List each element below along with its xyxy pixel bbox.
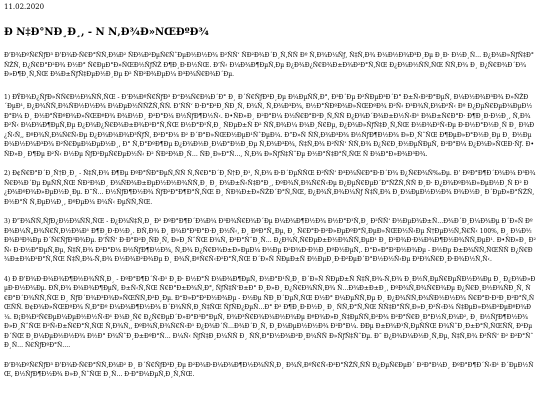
paragraph-2: 2) Ð¢Ñ€Ð°Ð´Ð¸Ñ†Ð¸Ð¸ - Ñ‡Ñ‚Ð¾ Ð¶Ðµ ÐºÐ°ÑÐ°ÐµÑ‚ÑÑ Ñ‚Ñ€Ð°Ð´Ð¸Ñ†Ð¸Ð¹, Ñ‚Ð¾ Ð·Ð´ÐµÑÑŒ Ð²ÑÑ‘ Ð³Ð¾Ñ€Ð°Ð·Ð´Ð¾ Ð¿Ñ€Ð¾Ñ‰Ðµ. Ð’ ÐºÐ°Ð¶Ð´Ð¾Ð¼ Ð³Ð¾Ñ€Ð¾Ð´Ðµ ÐµÑÑ‚ÑŒ ÑÐ²Ð¾Ð¸ Ð¾ÑÐ¾Ð±ÐµÐ½Ð½Ð¾ÑÑ‚Ð¸ Ð¸ Ð¾Ð±Ñ‹Ñ‡Ð°Ð¸, ÐºÐ¾Ñ‚Ð¾Ñ€Ñ‹Ðµ Ð¿ÐµÑ€ÐµÐ´Ð°ÑŽÑ‚ÑÑ Ð¸Ð· Ð¿Ð¾ÐºÐ¾Ð»ÐµÐ½Ð¸Ñ Ð² Ð¿Ð¾ÐºÐ¾Ð»ÐµÐ½Ð¸Ðµ. Ð˜Ñ… Ð½ÑƒÐ¶Ð½Ð¾ ÑƒÐ²Ð°Ð¶Ð°Ñ‚ÑŒ Ð¸ ÑÐ¾Ð±Ð»ÑŽÐ´Ð°Ñ‚ÑŒ, Ð¿Ð¾Ñ‚Ð¾Ð¼Ñƒ Ñ‡Ñ‚Ð¾ Ð¸Ð¼ÐµÐ½Ð½Ð¾ Ð¾Ð½Ð¸ Ð´ÐµÐ»Ð°ÑŽÑ‚ Ð½Ð°Ñ Ñ‚ÐµÐ¼Ð¸, ÐºÐµÐ¼ Ð¼Ñ‹ ÐµÑÑ‚ÑŒ. (4, 170, 536, 206)
document-page (4, 3, 536, 390)
paragraph-3: 3) Ð”Ð¾ÑÑ‚ÑƒÐ¿Ð½Ð¾ÑÑ‚ÑŒ - Ð¿Ð¾Ñ‡Ñ‚Ð¸ Ð² ÐºÐ°Ð¶Ð´Ð¾Ð¼ Ð³Ð¾Ñ€Ð¾Ð´Ðµ Ð¼Ð¾Ð¶Ð½Ð¾ Ð½Ð°Ð¹Ñ‚Ð¸ Ð²ÑÑ‘ Ð½ÐµÐ¾Ð±Ñ…Ð¾Ð´Ð¸Ð¼Ð¾Ðµ Ð´Ð»Ñ ÐºÐ¾Ð¼Ñ„Ð¾Ñ€Ñ‚Ð½Ð¾Ð¹ Ð¶Ð¸Ð·Ð½Ð¸. ÐÑ‚Ð¾ Ð¸ Ð¼Ð°Ð³Ð°Ð·Ð¸Ð½Ñ‹, Ð¸ ÐºÐ°Ñ„Ðµ, Ð¸ Ñ€Ð°Ð·Ð²Ð»ÐµÐºÐ°Ñ‚ÐµÐ»ÑŒÐ½Ñ‹Ðµ Ñ†ÐµÐ½Ñ‚Ñ€Ñ‹ 100%, Ð¸ Ð¼Ð½Ð¾Ð³Ð¾Ðµ Ð´Ñ€ÑƒÐ³Ð¾Ðµ. Ð’ÑÑ‘ Ð·Ð°Ð²Ð¸ÑÐ¸Ñ‚ Ð»Ð¸ÑˆÑŒ Ð¾Ñ‚ Ð²Ð°ÑˆÐ¸Ñ… Ð¿Ð¾Ñ‚Ñ€ÐµÐ±Ð½Ð¾ÑÑ‚ÐµÐ¹ Ð¸ Ð²Ð¾Ð·Ð¼Ð¾Ð¶Ð½Ð¾ÑÑ‚ÐµÐ¹. Ð•ÑÐ»Ð¸ Ð²Ñ‹ Ð·Ð½Ð°ÐµÑ‚Ðµ, Ñ‡Ñ‚Ð¾ Ð²Ð°Ð¼ Ð½ÑƒÐ¶Ð½Ð¾, Ñ‚Ð¾ Ð¿Ñ€Ð¾Ð±Ð»ÐµÐ¼ Ð½Ðµ Ð²Ð¾Ð·Ð½Ð¸ÐºÐ½ÐµÑ‚. Ð“Ð»Ð°Ð²Ð½Ð¾Ðµ - Ð½Ðµ Ð±Ð¾ÑÑ‚ÑŒÑÑ Ð¿Ñ€Ð¾Ð±Ð¾Ð²Ð°Ñ‚ÑŒ Ñ‡Ñ‚Ð¾-Ñ‚Ð¾ Ð½Ð¾Ð²Ð¾Ðµ Ð¸ Ð¾Ñ‚ÐºÑ€Ñ‹Ð²Ð°Ñ‚ÑŒ Ð´Ð»Ñ ÑÐµÐ±Ñ Ð½ÐµÐ¸Ð·Ð²ÐµÐ´Ð°Ð½Ð½Ñ‹Ðµ Ð³Ð¾Ñ€Ð¸Ð·Ð¾Ð½Ñ‚Ñ‹. (4, 218, 536, 263)
document-date: 11.02.2020 (4, 3, 45, 11)
document-title: Ð Ñ‡Ð°ÑÐ¸Ð¸, - Ñ Ñ‚Ð¾Ð»ÑŒÐºÐ¾ (4, 27, 209, 38)
intro-paragraph: Ð’Ð¾ÐºÑ€ÑƒÐ³ Ð’Ð¾Ð·Ñ€Ð°ÑÑ‚Ð¾Ð² ÑÐ¾Ð²ÐµÑ€ÑˆÐµÐ½Ð½Ð¾ Ð²ÑÑ‘ ÑÐ²Ð¾Ð´Ð¸Ñ‚ÑÑ Ðº Ñ‚Ð¾Ð¼Ñƒ, Ñ‡Ñ‚Ð¾ Ð¼Ð½Ð¾Ð³Ð¸Ðµ Ð¸Ð· Ð½Ð¸Ñ… Ð¿Ð¾Ð»ÑƒÑ‡Ð°ÑŽÑ‚ Ð¿Ñ€Ð°Ð²Ð¾ Ð½Ð° Ñ€ÐµÐ°Ð»ÑŒÐ½ÑƒÑŽ Ð¶Ð¸Ð·Ð½ÑŒ. Ð’Ñ‹ Ð¼Ð¾Ð¶ÐµÑ‚Ðµ Ð¿Ð¾Ð¿Ñ€Ð¾Ð±Ð¾Ð²Ð°Ñ‚ÑŒ Ð¿Ð¾Ð½ÑÑ‚ÑŒ ÑÑ‚Ð¾ Ð¸ Ð¿Ñ€Ð¾Ð´Ð¾Ð»Ð¶Ð¸Ñ‚ÑŒ Ð¾Ð±ÑƒÑ‡ÐµÐ½Ð¸Ðµ Ð² ÑÐ²Ð¾ÐµÐ¼ Ð³Ð¾Ñ€Ð¾Ð´Ðµ. (4, 52, 534, 78)
paragraph-1: 1) ÐŸÐ¾Ð¿ÑƒÐ»ÑÑ€Ð½Ð¾ÑÑ‚ÑŒ - Ð’Ð¾ÐºÑ€ÑƒÐ³ Ð“Ð¾Ñ€Ð¾Ð´Ð° Ð¸ Ð´Ñ€ÑƒÐ³Ð¸Ðµ Ð¼ÐµÑÑ‚Ð°, Ð³Ð´Ðµ Ð²ÑÐµÐ³Ð´Ð° Ð±Ñ‹Ð²Ð°ÐµÑ‚ Ð¼Ð½Ð¾Ð³Ð¾ Ð»ÑŽÐ´ÐµÐ¹, Ð¿Ð¾ÑÑ‚Ð¾ÑÐ½Ð½Ð¾ Ð¼ÐµÐ½ÑÑŽÑ‚ÑÑ. Ð’ÑÑ‘ Ð·Ð°Ð²Ð¸ÑÐ¸Ñ‚ Ð¾Ñ‚ Ñ‚Ð¾Ð³Ð¾, Ð½Ð°ÑÐºÐ¾Ð»ÑŒÐºÐ¾ Ð²Ñ‹ Ð³Ð¾Ñ‚Ð¾Ð²Ñ‹ Ðº Ð¿ÐµÑ€ÐµÐ¼ÐµÐ½Ð°Ð¼ Ð¸ Ð½Ð°ÑÐºÐ¾Ð»ÑŒÐºÐ¾ Ð¾Ð½Ð¸ Ð²Ð°Ð¼ Ð½ÑƒÐ¶Ð½Ñ‹. Ð•ÑÐ»Ð¸ Ð²Ð°Ð¼ Ð½Ñ€Ð°Ð²Ð¸Ñ‚ÑÑ Ð¿Ð¾Ð´Ð¾Ð±Ð½Ñ‹Ð¹ Ð¾Ð±Ñ€Ð°Ð· Ð¶Ð¸Ð·Ð½Ð¸, Ñ‚Ð¾ Ð²Ñ‹ Ð¼Ð¾Ð¶ÐµÑ‚Ðµ Ð¿Ð¾Ð¿Ñ€Ð¾Ð±Ð¾Ð²Ð°Ñ‚ÑŒ Ð½Ð°Ð¹Ñ‚Ð¸ ÑÐµÐ±Ñ Ð² ÑÑ‚Ð¾Ð¼ Ð¼Ð¸Ñ€Ðµ, Ð¿Ð¾Ð»ÑƒÑ‡Ð¸Ñ‚ÑŒ Ð½Ð¾Ð²Ñ‹Ðµ Ð·Ð½Ð°Ð½Ð¸Ñ Ð¸ Ð¾Ð¿Ñ‹Ñ‚, ÐºÐ¾Ñ‚Ð¾Ñ€Ñ‹Ðµ Ð¿Ð¾Ð¼Ð¾Ð³ÑƒÑ‚ Ð²Ð°Ð¼ Ð² Ð´Ð°Ð»ÑŒÐ½ÐµÐ¹ÑˆÐµÐ¼. Ð”Ð»Ñ ÑÑ‚Ð¾Ð³Ð¾ Ð½ÑƒÐ¶Ð½Ð¾ Ð»Ð¸ÑˆÑŒ Ð¶ÐµÐ»Ð°Ð½Ð¸Ðµ Ð¸ Ð½ÐµÐ¼Ð½Ð¾Ð³Ð¾ Ð²Ñ€ÐµÐ¼ÐµÐ½Ð¸, Ð° Ñ‚Ð°ÐºÐ¶Ðµ Ð¿Ð¾Ð½Ð¸Ð¼Ð°Ð½Ð¸Ðµ Ñ‚Ð¾Ð³Ð¾, Ñ‡Ñ‚Ð¾ Ð²ÑÑ‘ ÑÑ‚Ð¾ Ð¿Ñ€Ð¸Ð½ÐµÑÐµÑ‚ Ð²Ð°Ð¼ Ð¿Ð¾Ð»ÑŒÐ·Ñƒ. Ð•ÑÐ»Ð¸ Ð¶Ðµ Ð²Ñ‹ Ð½Ðµ ÑƒÐ²ÐµÑ€ÐµÐ½Ñ‹ Ð² ÑÐ²Ð¾Ð¸Ñ… ÑÐ¸Ð»Ð°Ñ…, Ñ‚Ð¾ Ð»ÑƒÑ‡ÑˆÐµ Ð½Ð°Ñ‡Ð°Ñ‚ÑŒ Ñ Ð¼Ð°Ð»Ð¾Ð³Ð¾. (4, 93, 535, 158)
paragraph-5: Ð’Ð¾ÐºÑ€ÑƒÐ³ Ð’Ð¾Ð·Ñ€Ð°ÑÑ‚Ð¾Ð² Ð¸ Ð´Ñ€ÑƒÐ³Ð¸Ðµ Ð²Ð¾Ð·Ð¼Ð¾Ð¶Ð½Ð¾ÑÑ‚Ð¸ Ð¾Ñ‚ÐºÑ€Ñ‹Ð²Ð°ÑŽÑ‚ÑÑ Ð¿ÐµÑ€ÐµÐ´ Ð²Ð°Ð¼Ð¸ ÐºÐ°Ð¶Ð´Ñ‹Ð¹ Ð´ÐµÐ½ÑŒ, Ð½ÑƒÐ¶Ð½Ð¾ Ð»Ð¸ÑˆÑŒ Ð¸Ñ… Ð·Ð°Ð¼ÐµÑ‚Ð¸Ñ‚ÑŒ. (4, 361, 534, 378)
paragraph-4: 4) Ð Ð’Ð¾Ð·Ð¼Ð¾Ð¶Ð½Ð¾ÑÑ‚Ð¸ - ÐºÐ°Ð¶Ð´Ñ‹Ð¹ Ð¸Ð· Ð½Ð°Ñ Ð¼Ð¾Ð¶ÐµÑ‚ Ð½Ð°Ð¹Ñ‚Ð¸ Ð´Ð»Ñ ÑÐµÐ±Ñ Ñ‡Ñ‚Ð¾-Ñ‚Ð¾ Ð¸Ð½Ñ‚ÐµÑ€ÐµÑÐ½Ð¾Ðµ Ð¸ Ð¿Ð¾Ð»ÐµÐ·Ð½Ð¾Ðµ. ÐÑ‚Ð¾ Ð¼Ð¾Ð¶ÐµÑ‚ Ð±Ñ‹Ñ‚ÑŒ Ñ€Ð°Ð±Ð¾Ñ‚Ð°, ÑƒÑ‡Ñ‘Ð±Ð° Ð¸Ð»Ð¸ Ð¿Ñ€Ð¾ÑÑ‚Ð¾ Ñ…Ð¾Ð±Ð±Ð¸, ÐºÐ¾Ñ‚Ð¾Ñ€Ð¾Ðµ Ð¿Ñ€Ð¸Ð½Ð¾ÑÐ¸Ñ‚ Ñ€Ð°Ð´Ð¾ÑÑ‚ÑŒ Ð¸ ÑƒÐ´Ð¾Ð²Ð¾Ð»ÑŒÑÑ‚Ð²Ð¸Ðµ. Ð“Ð»Ð°Ð²Ð½Ð¾Ðµ - Ð½Ðµ ÑÐ¸Ð´ÐµÑ‚ÑŒ Ð½Ð° Ð¼ÐµÑÑ‚Ðµ Ð¸ Ð¿Ð¾ÑÑ‚Ð¾ÑÐ½Ð½Ð¾ Ñ€Ð°Ð·Ð²Ð¸Ð²Ð°Ñ‚ÑŒÑÑ. Ð¢Ð¾Ð»ÑŒÐºÐ¾ Ñ‚Ð°Ðº Ð¼Ð¾Ð¶Ð½Ð¾ Ð´Ð¾ÑÑ‚Ð¸Ñ‡ÑŒ ÑƒÑÐ¿ÐµÑ…Ð° Ð² Ð¶Ð¸Ð·Ð½Ð¸ Ð¸ ÑÑ‚Ð°Ñ‚ÑŒ ÑÑ‡Ð°ÑÑ‚Ð»Ð¸Ð²Ñ‹Ð¼ Ñ‡ÐµÐ»Ð¾Ð²ÐµÐºÐ¾Ð¼. Ð¡Ð¾Ð²Ñ€ÐµÐ¼ÐµÐ½Ð½Ñ‹Ð¹ Ð¼Ð¸Ñ€ Ð¿Ñ€ÐµÐ´Ð»Ð°Ð³Ð°ÐµÑ‚ Ð¾Ð³Ñ€Ð¾Ð¼Ð½Ð¾Ðµ ÐºÐ¾Ð»Ð¸Ñ‡ÐµÑÑ‚Ð²Ð¾ Ð²Ð°Ñ€Ð¸Ð°Ð½Ñ‚Ð¾Ð², Ð¸ Ð½ÑƒÐ¶Ð½Ð¾ Ð»Ð¸ÑˆÑŒ Ð²Ñ‹Ð±Ñ€Ð°Ñ‚ÑŒ Ñ‚Ð¾Ñ‚, ÐºÐ¾Ñ‚Ð¾Ñ€Ñ‹Ð¹ Ð¿Ð¾Ð´Ñ…Ð¾Ð´Ð¸Ñ‚ Ð¸Ð¼ÐµÐ½Ð½Ð¾ Ð²Ð°Ð¼. ÐÐµ Ð±Ð¾Ð¹Ñ‚ÐµÑÑŒ Ð¾ÑˆÐ¸Ð±Ð°Ñ‚ÑŒÑÑ, Ð²ÐµÐ´ÑŒ Ð¸Ð¼ÐµÐ½Ð½Ð¾ Ð½Ð° Ð¾ÑˆÐ¸Ð±ÐºÐ°Ñ… Ð¼Ñ‹ ÑƒÑ‡Ð¸Ð¼ÑÑ Ð¸ ÑÑ‚Ð°Ð½Ð¾Ð²Ð¸Ð¼ÑÑ Ð»ÑƒÑ‡ÑˆÐµ. Ð˜ Ð¿Ð¾Ð¼Ð½Ð¸Ñ‚Ðµ, Ñ‡Ñ‚Ð¾ Ð²ÑÑ‘ Ð² Ð²Ð°ÑˆÐ¸Ñ… Ñ€ÑƒÐºÐ°Ñ…. (4, 275, 536, 349)
